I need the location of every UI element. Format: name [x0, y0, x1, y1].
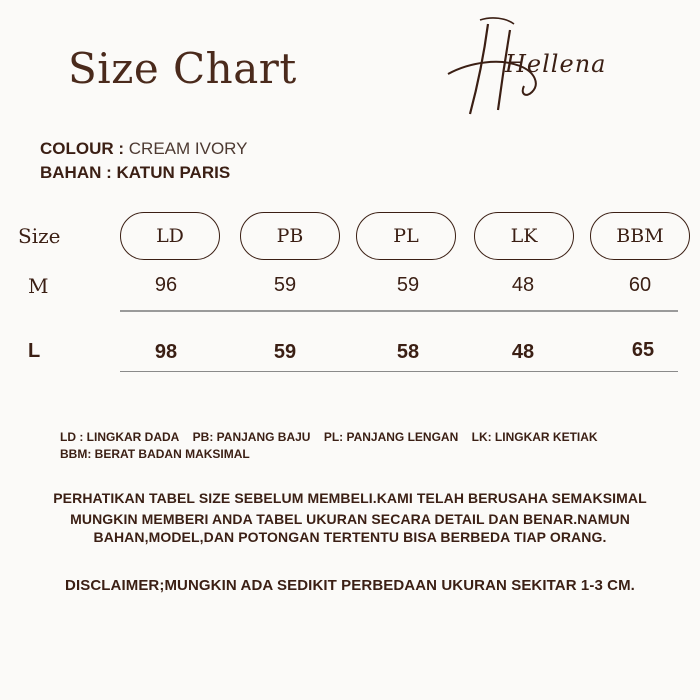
- page-title: Size Chart: [68, 44, 297, 93]
- notice-line-1: PERHATIKAN TABEL SIZE SEBELUM MEMBELI.KAMI TELAH BERUSAHA SEMAKSIMAL: [53, 490, 647, 506]
- cell-m-ld: 96: [154, 274, 178, 296]
- header-pb: PB: [240, 212, 340, 260]
- legend-item: LD : LINGKAR DADA: [60, 430, 180, 444]
- colour-label: COLOUR :: [40, 139, 125, 158]
- legend-item: PB: PANJANG BAJU: [192, 430, 311, 444]
- legend-item: PL: PANJANG LENGAN: [323, 430, 459, 444]
- legend-item: LK: LINGKAR KETIAK: [471, 430, 598, 444]
- cell-l-ld: 98: [154, 341, 178, 363]
- legend-bbm: BBM: BERAT BADAN MAKSIMAL: [60, 447, 250, 461]
- cell-m-lk: 48: [511, 274, 535, 296]
- bahan-value: KATUN PARIS: [116, 163, 231, 182]
- disclaimer: DISCLAIMER;MUNGKIN ADA SEDIKIT PERBEDAAN UKURAN SEKITAR 1-3 CM.: [65, 577, 635, 594]
- row-divider: [120, 310, 678, 312]
- header-bbm: BBM: [590, 212, 690, 260]
- row-size-l: L: [28, 340, 41, 362]
- table-bottom-divider: [120, 371, 678, 372]
- colour-value: CREAM IVORY: [128, 139, 248, 158]
- brand-name: Hellena: [505, 50, 607, 78]
- row-size-m: M: [28, 274, 49, 298]
- cell-m-pl: 59: [396, 274, 420, 296]
- notice-line-3: BAHAN,MODEL,DAN POTONGAN TERTENTU BISA BERBEDA TIAP ORANG.: [93, 529, 607, 545]
- notice-line-2: MUNGKIN MEMBERI ANDA TABEL UKURAN SECARA DETAIL DAN BENAR.NAMUN: [70, 511, 630, 527]
- cell-m-pb: 59: [273, 274, 297, 296]
- colour-line: [40, 139, 248, 159]
- cell-l-lk: 48: [511, 341, 535, 363]
- size-column-label: Size: [18, 224, 61, 248]
- cell-l-pl: 58: [396, 341, 420, 363]
- bahan-line: [40, 163, 230, 183]
- header-ld: LD: [120, 212, 220, 260]
- cell-m-bbm: 60: [628, 274, 652, 296]
- cell-l-bbm: 65: [631, 339, 655, 361]
- header-pl: PL: [356, 212, 456, 260]
- legend-line: [60, 430, 608, 444]
- cell-l-pb: 59: [273, 341, 297, 363]
- bahan-label: BAHAN :: [40, 163, 112, 182]
- header-lk: LK: [474, 212, 574, 260]
